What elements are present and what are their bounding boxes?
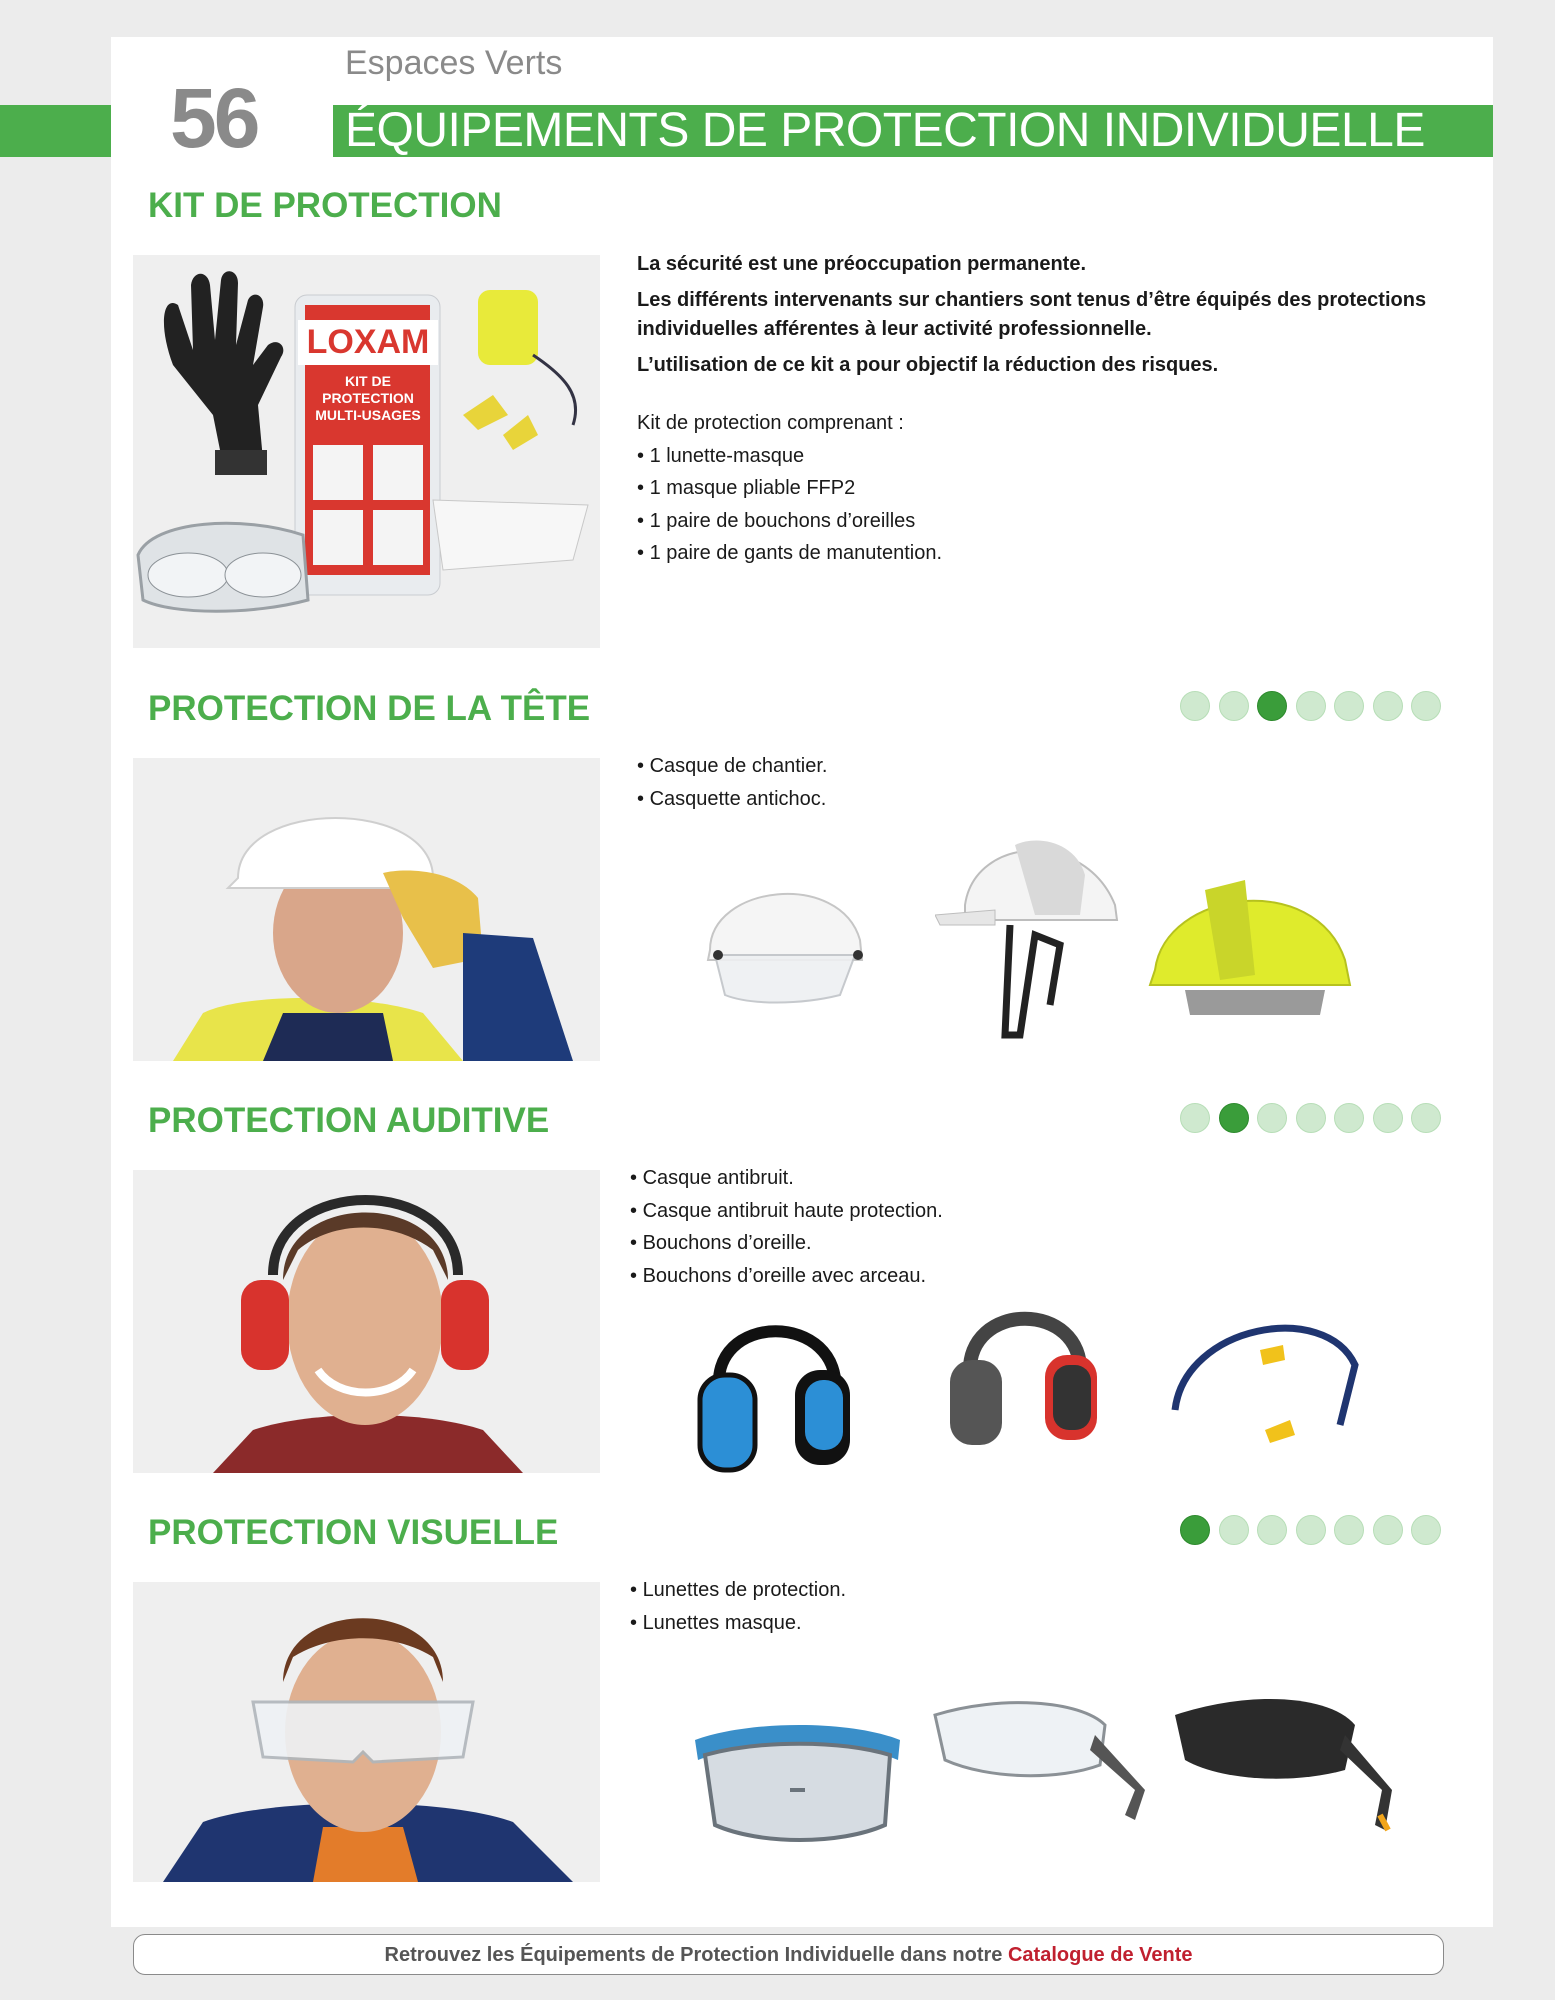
high-protection-earmuff-icon — [945, 1300, 1105, 1450]
list-item: • 1 lunette-masque — [637, 440, 1457, 473]
vision-icon-row — [1180, 1515, 1441, 1545]
tinted-glasses-icon — [1170, 1690, 1400, 1835]
kit-description — [637, 250, 1457, 570]
eye-protection-icon — [1180, 691, 1210, 721]
hand-protection-icon — [1296, 1103, 1326, 1133]
hearing-items — [630, 1162, 943, 1292]
footer-banner — [133, 1934, 1444, 1975]
kit-heading: KIT DE PROTECTION — [148, 186, 502, 225]
kit-paragraph: Les différents intervenants sur chantiers sont tenus d’être équipés des protections individuelles afférentes à leur activité professionnelle. — [637, 289, 1427, 340]
eye-protection-icon — [1180, 1515, 1210, 1545]
glove-icon — [164, 271, 283, 475]
head-heading: PROTECTION DE LA TÊTE — [148, 689, 591, 728]
head-protection-icon — [1257, 691, 1287, 721]
list-item: • Lunettes masque. — [630, 1607, 846, 1640]
kit-paragraph: La sécurité est une préoccupation permanente. — [637, 253, 1087, 275]
head-protection-icon — [1257, 1515, 1287, 1545]
head-protection-icon — [1257, 1103, 1287, 1133]
hearing-protection-icon — [1219, 1515, 1249, 1545]
body-protection-icon — [1411, 691, 1441, 721]
yellow-helmet-icon — [1145, 870, 1355, 1030]
can-label: KIT DE PROTECTION MULTI-USAGES — [315, 373, 421, 423]
list-item: • Casque antibruit haute protection. — [630, 1195, 943, 1228]
list-item: • Bouchons d’oreille avec arceau. — [630, 1260, 943, 1293]
vision-heading: PROTECTION VISUELLE — [148, 1513, 559, 1552]
protective-glasses-icon — [930, 1695, 1155, 1825]
list-item: • Lunettes de protection. — [630, 1574, 846, 1607]
page-title: ÉQUIPEMENTS DE PROTECTION INDIVIDUELLE — [345, 104, 1425, 157]
blue-earmuff-icon — [695, 1300, 860, 1475]
foot-protection-icon — [1334, 1103, 1364, 1133]
head-photo — [133, 758, 600, 1061]
list-item: • 1 paire de bouchons d’oreilles — [637, 505, 1457, 538]
page-number: 56 — [170, 71, 258, 165]
hand-protection-icon — [1296, 691, 1326, 721]
foot-protection-icon — [1334, 691, 1364, 721]
head-items — [637, 750, 827, 815]
body-protection-icon — [1411, 1103, 1441, 1133]
list-item: • Casquette antichoc. — [637, 783, 827, 816]
banded-earplug-icon — [1165, 1305, 1360, 1450]
goggles-icon — [138, 523, 308, 611]
list-item: • Bouchons d’oreille. — [630, 1227, 943, 1260]
body-protection-icon — [1411, 1515, 1441, 1545]
head-icon-row — [1180, 691, 1441, 721]
bump-cap-icon — [935, 825, 1125, 1045]
hearing-icon-row — [1180, 1103, 1441, 1133]
list-item: • Casque antibruit. — [630, 1162, 943, 1195]
foot-protection-icon — [1334, 1515, 1364, 1545]
list-item: • Casque de chantier. — [637, 750, 827, 783]
safety-goggles-icon — [690, 1710, 905, 1845]
respiratory-protection-icon — [1373, 1515, 1403, 1545]
kit-list-intro: Kit de protection comprenant : — [637, 412, 904, 434]
vision-items — [630, 1574, 846, 1639]
folding-mask-icon — [433, 500, 588, 570]
list-item: • 1 masque pliable FFP2 — [637, 472, 1457, 505]
hearing-heading: PROTECTION AUDITIVE — [148, 1101, 550, 1140]
kit-paragraph: L’utilisation de ce kit a pour objectif la réduction des risques. — [637, 354, 1219, 376]
catalogue-link[interactable]: Catalogue de Vente — [1007, 1944, 1193, 1966]
footer-text: Retrouvez les Équipements de Protection Individuelle dans notre — [384, 1944, 1008, 1966]
respiratory-protection-icon — [1373, 1103, 1403, 1133]
hearing-protection-icon — [1219, 1103, 1249, 1133]
brand-text: LOXAM — [306, 323, 430, 361]
respiratory-protection-icon — [1373, 691, 1403, 721]
vision-photo — [133, 1582, 600, 1882]
list-item: • 1 paire de gants de manutention. — [637, 537, 1457, 570]
kit-photo — [133, 255, 600, 648]
green-band-left — [0, 105, 111, 157]
eye-protection-icon — [1180, 1103, 1210, 1133]
kit-can — [295, 295, 440, 595]
hand-protection-icon — [1296, 1515, 1326, 1545]
helmet-with-visor-icon — [690, 865, 870, 1005]
hearing-protection-icon — [1219, 691, 1249, 721]
kit-items — [637, 440, 1457, 570]
section-label: Espaces Verts — [345, 44, 563, 82]
earplug-case-icon — [463, 290, 576, 450]
hearing-photo — [133, 1170, 600, 1473]
